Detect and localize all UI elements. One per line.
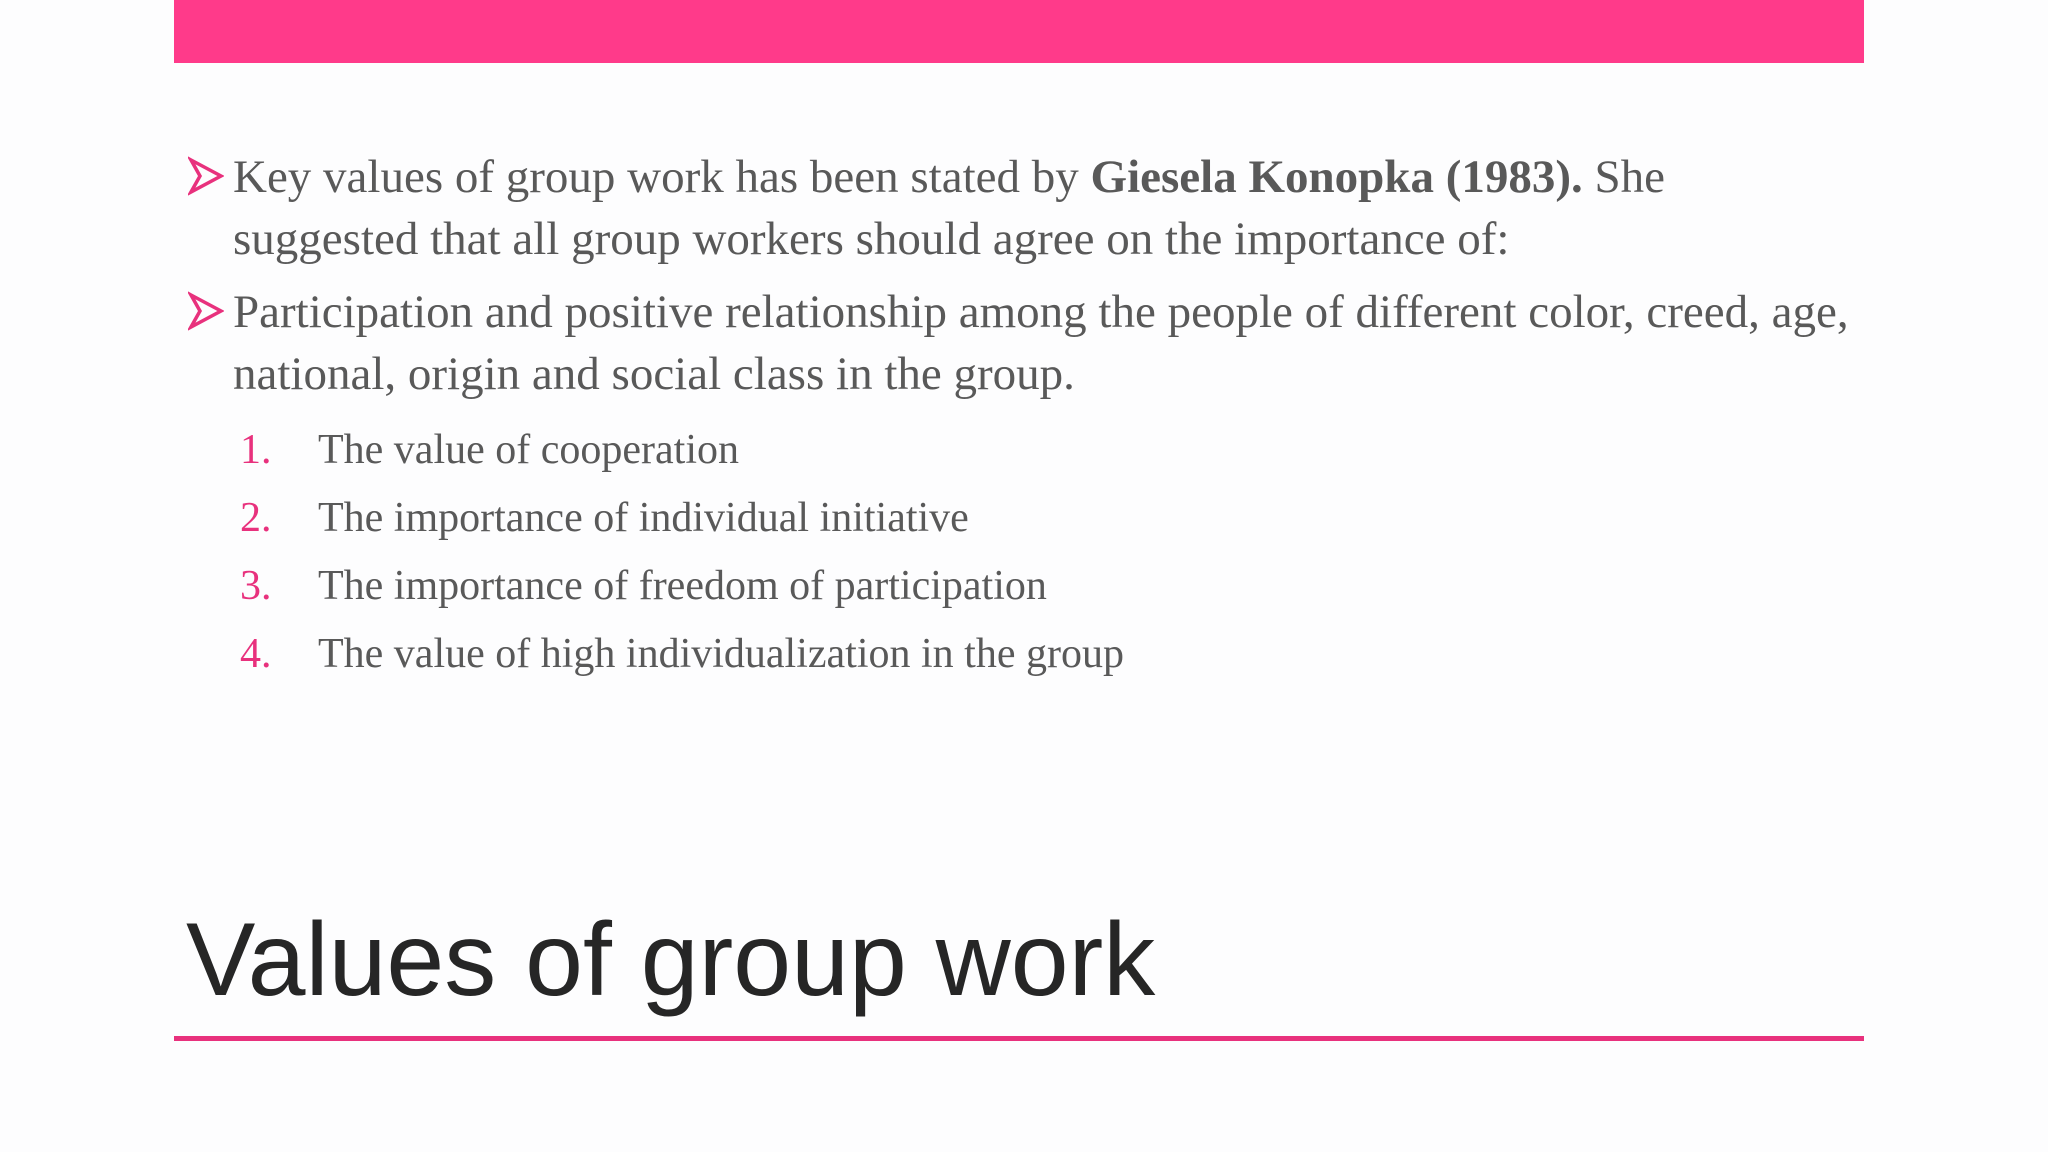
list-item-text: The importance of freedom of participation xyxy=(318,563,1047,609)
title-underline xyxy=(174,1036,1864,1041)
list-number: 3. xyxy=(240,563,272,609)
list-number: 2. xyxy=(240,495,272,541)
list-item-text: The value of cooperation xyxy=(318,427,739,473)
bullet-item xyxy=(188,146,1858,270)
list-item xyxy=(188,416,1858,484)
list-item-text: The value of high individualization in the group xyxy=(318,631,1124,677)
numbered-list xyxy=(188,416,1858,688)
slide-title: Values of group work xyxy=(186,902,1156,1018)
list-number: 4. xyxy=(240,631,272,677)
top-accent-bar xyxy=(174,0,1864,63)
bullet-text: Participation and positive relationship among the people of different color, creed, age, national, origin and social class in the group. xyxy=(233,286,1849,400)
list-item xyxy=(188,552,1858,620)
bullet-item xyxy=(188,281,1858,405)
bullet-bold-text: Giesela Konopka (1983). xyxy=(1090,151,1583,203)
arrow-bullet-icon xyxy=(188,156,224,196)
list-item xyxy=(188,484,1858,552)
bullet-text-continued: She suggested that all group workers should agree on the importance of: xyxy=(233,151,1665,265)
bullet-text: Key values of group work has been stated by xyxy=(233,151,1091,203)
list-item-text: The importance of individual initiative xyxy=(318,495,969,541)
list-number: 1. xyxy=(240,427,272,473)
arrow-bullet-icon xyxy=(188,291,224,331)
list-item xyxy=(188,620,1858,688)
slide-body xyxy=(188,146,1858,688)
